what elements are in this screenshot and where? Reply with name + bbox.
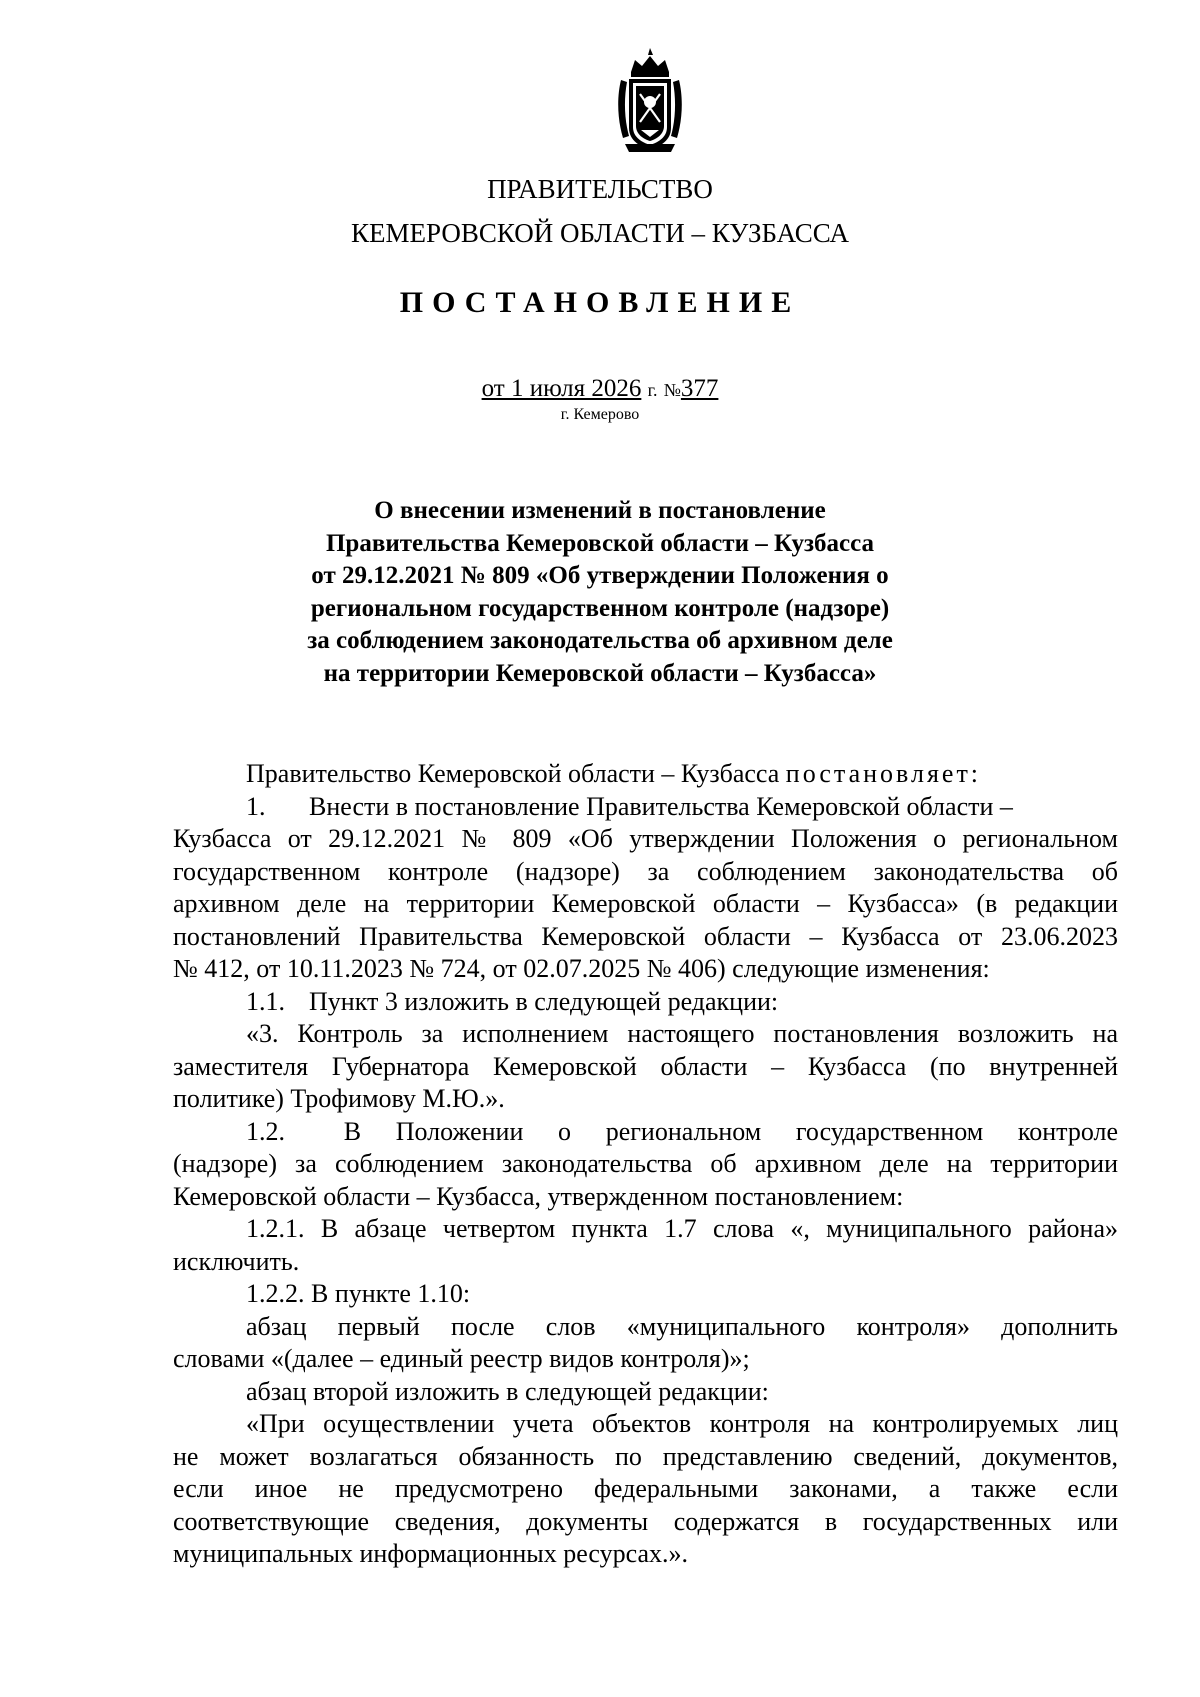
abzac-1-line: абзац первый после слов «муниципального контроля» дополнить	[246, 1311, 1118, 1341]
intro-text: Правительство Кемеровской области – Кузбасса	[246, 759, 780, 788]
quote-line: соответствующие сведения, документы содержатся в государственных или	[173, 1506, 1118, 1536]
title-line: от 29.12.2021 № 809 «Об утверждении Положения о	[311, 562, 889, 589]
document-date-number	[0, 374, 1200, 405]
paragraph-1-2-1-line: 1.2.1. В абзаце четвертом пункта 1.7 слова «, муниципального района»	[246, 1214, 1118, 1243]
paragraph-1-line: постановлений Правительства Кемеровской области – Кузбасса от 23.06.2023	[173, 921, 1118, 951]
title-line: за соблюдением законодательства об архивном деле	[307, 627, 893, 654]
paragraph-1-first-line	[173, 791, 1118, 824]
intro-paragraph	[173, 758, 1118, 791]
number-mark: №	[663, 380, 681, 400]
quote-line: не может возлагаться обязанность по представлению сведений, документов,	[173, 1441, 1118, 1471]
document-number: 377	[680, 375, 719, 402]
paragraph-number: 1.2.	[246, 1116, 285, 1146]
quoted-point-3-line: заместителя Губернатора Кемеровской области – Кузбасса (по внутренней	[173, 1051, 1118, 1081]
quoted-point-3-line: политике) Трофимову М.Ю.».	[173, 1084, 505, 1113]
document-title	[0, 495, 1200, 690]
paragraph-text: Внести в постановление Правительства Кемеровской области –	[309, 791, 1013, 821]
paragraph-1-1	[173, 986, 1118, 1019]
paragraph-number: 1.1.	[246, 986, 285, 1016]
abzac-1-line: словами «(далее – единый реестр видов контроля)»;	[173, 1344, 750, 1373]
quote-line: муниципальных информационных ресурсах.».	[173, 1539, 689, 1568]
quote-line: если иное не предусмотрено федеральными законами, а также если	[173, 1474, 1118, 1503]
title-line: О внесении изменений в постановление	[374, 497, 826, 524]
organization-name-line2: КЕМЕРОВСКОЙ ОБЛАСТИ – КУЗБАССА	[351, 218, 849, 248]
paragraph-1-line: государственном контроле (надзоре) за соблюдением законодательства об	[173, 856, 1118, 886]
title-line: Правительства Кемеровской области – Кузбасса	[325, 529, 875, 557]
paragraph-1-2-line: (надзоре) за соблюдением законодательства об архивном деле на территории	[173, 1149, 1118, 1178]
year-mark: г.	[647, 380, 658, 400]
document-city: г. Кемерово	[560, 406, 640, 423]
title-line: на территории Кемеровской области – Кузбасса»	[323, 659, 877, 687]
quote-line: «При осуществлении учета объектов контроля на контролируемых лиц	[246, 1409, 1118, 1438]
paragraph-1-2-first-line	[173, 1116, 1118, 1149]
intro-verb: постановляет:	[785, 759, 982, 788]
paragraph-1-2-line: Кемеровской области – Кузбасса, утвержденном постановлением:	[173, 1181, 904, 1211]
document-date: от 1 июля 2026	[481, 375, 642, 402]
paragraph-text: В Положении о региональном государственном контроле	[343, 1116, 1118, 1146]
paragraph-number: 1.	[246, 791, 266, 821]
paragraph-1-2-2: 1.2.2. В пункте 1.10:	[246, 1279, 471, 1308]
abzac-2: абзац второй изложить в следующей редакции:	[246, 1376, 769, 1406]
coat-of-arms-emblem	[617, 46, 683, 154]
paragraph-1-line: Кузбасса от 29.12.2021 № 809 «Об утверждении Положения о региональном	[173, 824, 1118, 853]
document-type: ПОСТАНОВЛЕНИЕ	[399, 286, 801, 319]
organization-name-line1: ПРАВИТЕЛЬСТВО	[487, 174, 713, 204]
quoted-point-3-line: «3. Контроль за исполнением настоящего постановления возложить на	[246, 1019, 1118, 1048]
paragraph-text: Пункт 3 изложить в следующей редакции:	[309, 986, 779, 1016]
paragraph-1-line: архивном деле на территории Кемеровской области – Кузбасса» (в редакции	[173, 889, 1118, 918]
title-line: региональном государственном контроле (надзоре)	[310, 594, 890, 622]
paragraph-1-line: № 412, от 10.11.2023 № 724, от 02.07.2025 № 406) следующие изменения:	[173, 954, 990, 983]
document-body	[173, 758, 1118, 1571]
paragraph-1-2-1-line: исключить.	[173, 1246, 300, 1276]
